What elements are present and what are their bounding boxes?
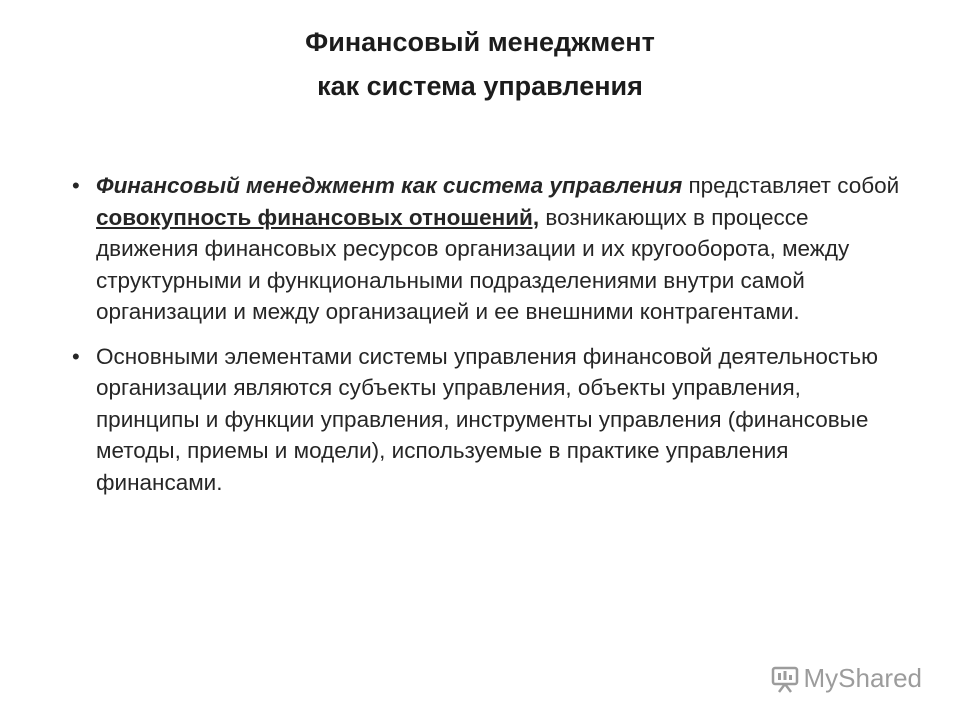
bullet-1-text-after: возникающих в процессе движения финансовых ресурсов организации и их кругооборота, между структурными и функциональными подразделениями внутри самой организации и между организацией и ее внешними контрагентами. <box>96 204 850 324</box>
bullet-item-1 <box>72 170 902 328</box>
bullet-list <box>72 170 902 511</box>
watermark-logo-text: MyShared <box>803 663 922 693</box>
slide-title <box>0 20 960 108</box>
bullet-1-text-before: представляет собой <box>682 173 900 198</box>
bullet-item-2 <box>72 341 902 499</box>
bullet-1-lead: Финансовый менеджмент как система управления <box>96 173 683 198</box>
title-line-2: как система управления <box>317 71 643 101</box>
myshared-watermark <box>770 663 923 694</box>
presentation-board-icon <box>770 664 800 694</box>
bullet-1-underlined: совокупность финансовых отношений, <box>96 204 540 230</box>
title-line-1: Финансовый менеджмент <box>305 27 655 57</box>
bullet-2-text: Основными элементами системы управления финансовой деятельностью организации являются субъекты управления, объекты управления, принципы и функции управления, инструменты управления (финансовые методы, приемы и модели), используемые в практике управления финансами. <box>96 343 878 495</box>
bullet-marker: • <box>72 343 80 369</box>
bullet-marker: • <box>72 173 80 198</box>
